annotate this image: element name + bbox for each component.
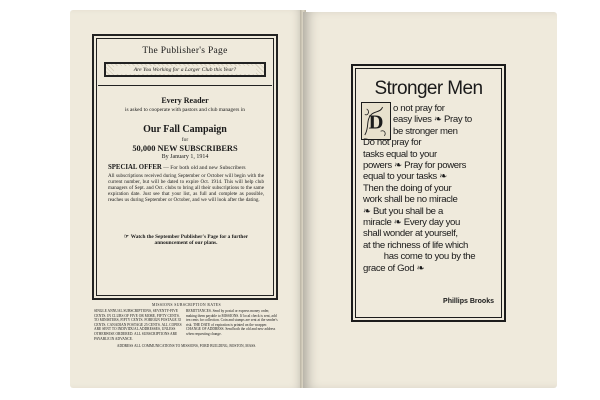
club-banner: [104, 62, 266, 77]
poem-frame: [351, 64, 506, 322]
publishers-page-title: The Publisher's Page: [142, 46, 228, 56]
poem-line: o not pray for: [393, 103, 445, 114]
rates-left-column: SINGLE ANNUAL SUBSCRIPTIONS, SEVENTY-FIVE CENTS. IN CLUBS OF FIVE OR MORE, FIFTY CENTS. TO MINISTERS, FIFTY CENTS. FOREIGN POSTAGE 35 CENTS. CANADIAN POSTAGE 25 CENTS. ALL COPIES ARE SENT TO INDIVIDUAL ADDRESSES, UNLESS OTHERWISE ORDERED. ALL SUBSCRIPTIONS ARE PAYABLE IN ADVANCE.: [94, 309, 182, 341]
for-text: for: [181, 137, 189, 143]
poem-line: work shall be no miracle: [363, 194, 458, 206]
poem-line: easy lives ❧ Pray to: [393, 114, 472, 126]
subscribers-goal: 50,000 NEW SUBSCRIBERS: [132, 144, 238, 153]
poem-author: Phillips Brooks: [443, 298, 494, 305]
poem-line: be stronger men: [393, 125, 458, 137]
special-offer-label: SPECIAL OFFER: [108, 164, 162, 171]
poem-line: equal to your tasks ❧: [363, 171, 447, 183]
poem-line: grace of God ❧: [363, 262, 425, 274]
publishers-page-frame: [92, 34, 278, 300]
poem-line: has come to you by the: [383, 251, 476, 263]
deadline-text: By January 1, 1914: [161, 154, 209, 160]
poem-line: tasks equal to your: [363, 148, 437, 160]
poem-line: Do not pray for: [363, 137, 422, 149]
right-page: [303, 12, 557, 388]
poem-line: ❧ But you shall be a: [363, 205, 443, 217]
rates-title: MISSIONS SUBSCRIPTION RATES: [151, 303, 222, 307]
rates-footer: ADDRESS ALL COMMUNICATIONS TO MISSIONS, FORD BUILDING, BOSTON, MASS.: [116, 344, 257, 348]
poem-line: Then the doing of your: [363, 182, 452, 194]
club-banner-text: Are You Working for a Larger Club this Year?: [114, 66, 256, 74]
fall-campaign-heading: Our Fall Campaign: [143, 124, 227, 135]
pointing-hand-icon: ☞: [123, 234, 129, 240]
offer-body-text: All subscriptions received during September or October will begin with the current number, but will be dated to expire Oct. 1914. This will help club managers of Sept. and Oct. clubs to bring all their subscriptions to the same expiration date. Just see that your list, as full and complete as possible, reaches us during September or October, and we will look after the dating.: [108, 173, 264, 204]
poem-line: miracle ❧ Every day you: [363, 217, 461, 229]
watch-text: Watch the September Publisher's Page for a further announcement of our plans.: [130, 234, 249, 247]
publishers-page-header: [98, 40, 272, 86]
asked-text: is asked to cooperate with pastors and club managers in: [125, 107, 245, 113]
special-offer: [108, 164, 246, 171]
every-reader-heading: Every Reader: [161, 96, 209, 105]
poem-line: powers ❧ Pray for powers: [363, 160, 467, 172]
watch-announcement: [112, 234, 260, 247]
poem-line: at the richness of life which: [363, 239, 469, 251]
rates-right-column: REMITTANCES. Send by postal or express money order, making them payable to MISSIONS. If local check is sent, add ten cents for collection. Coin and stamps are sent at the sender's risk. THE DATE of expiration is printed on the wrapper. CHANGE OF ADDRESS. Send both the old and new address when requesting change.: [186, 309, 278, 336]
special-offer-text: — For both old and new Subscribers: [163, 165, 246, 171]
poem-line: shall wonder at yourself,: [363, 228, 458, 240]
dropcap-letter: D: [368, 111, 384, 134]
poem-title: Stronger Men: [374, 78, 483, 99]
left-page: [70, 10, 303, 388]
poem-text: [363, 103, 496, 274]
